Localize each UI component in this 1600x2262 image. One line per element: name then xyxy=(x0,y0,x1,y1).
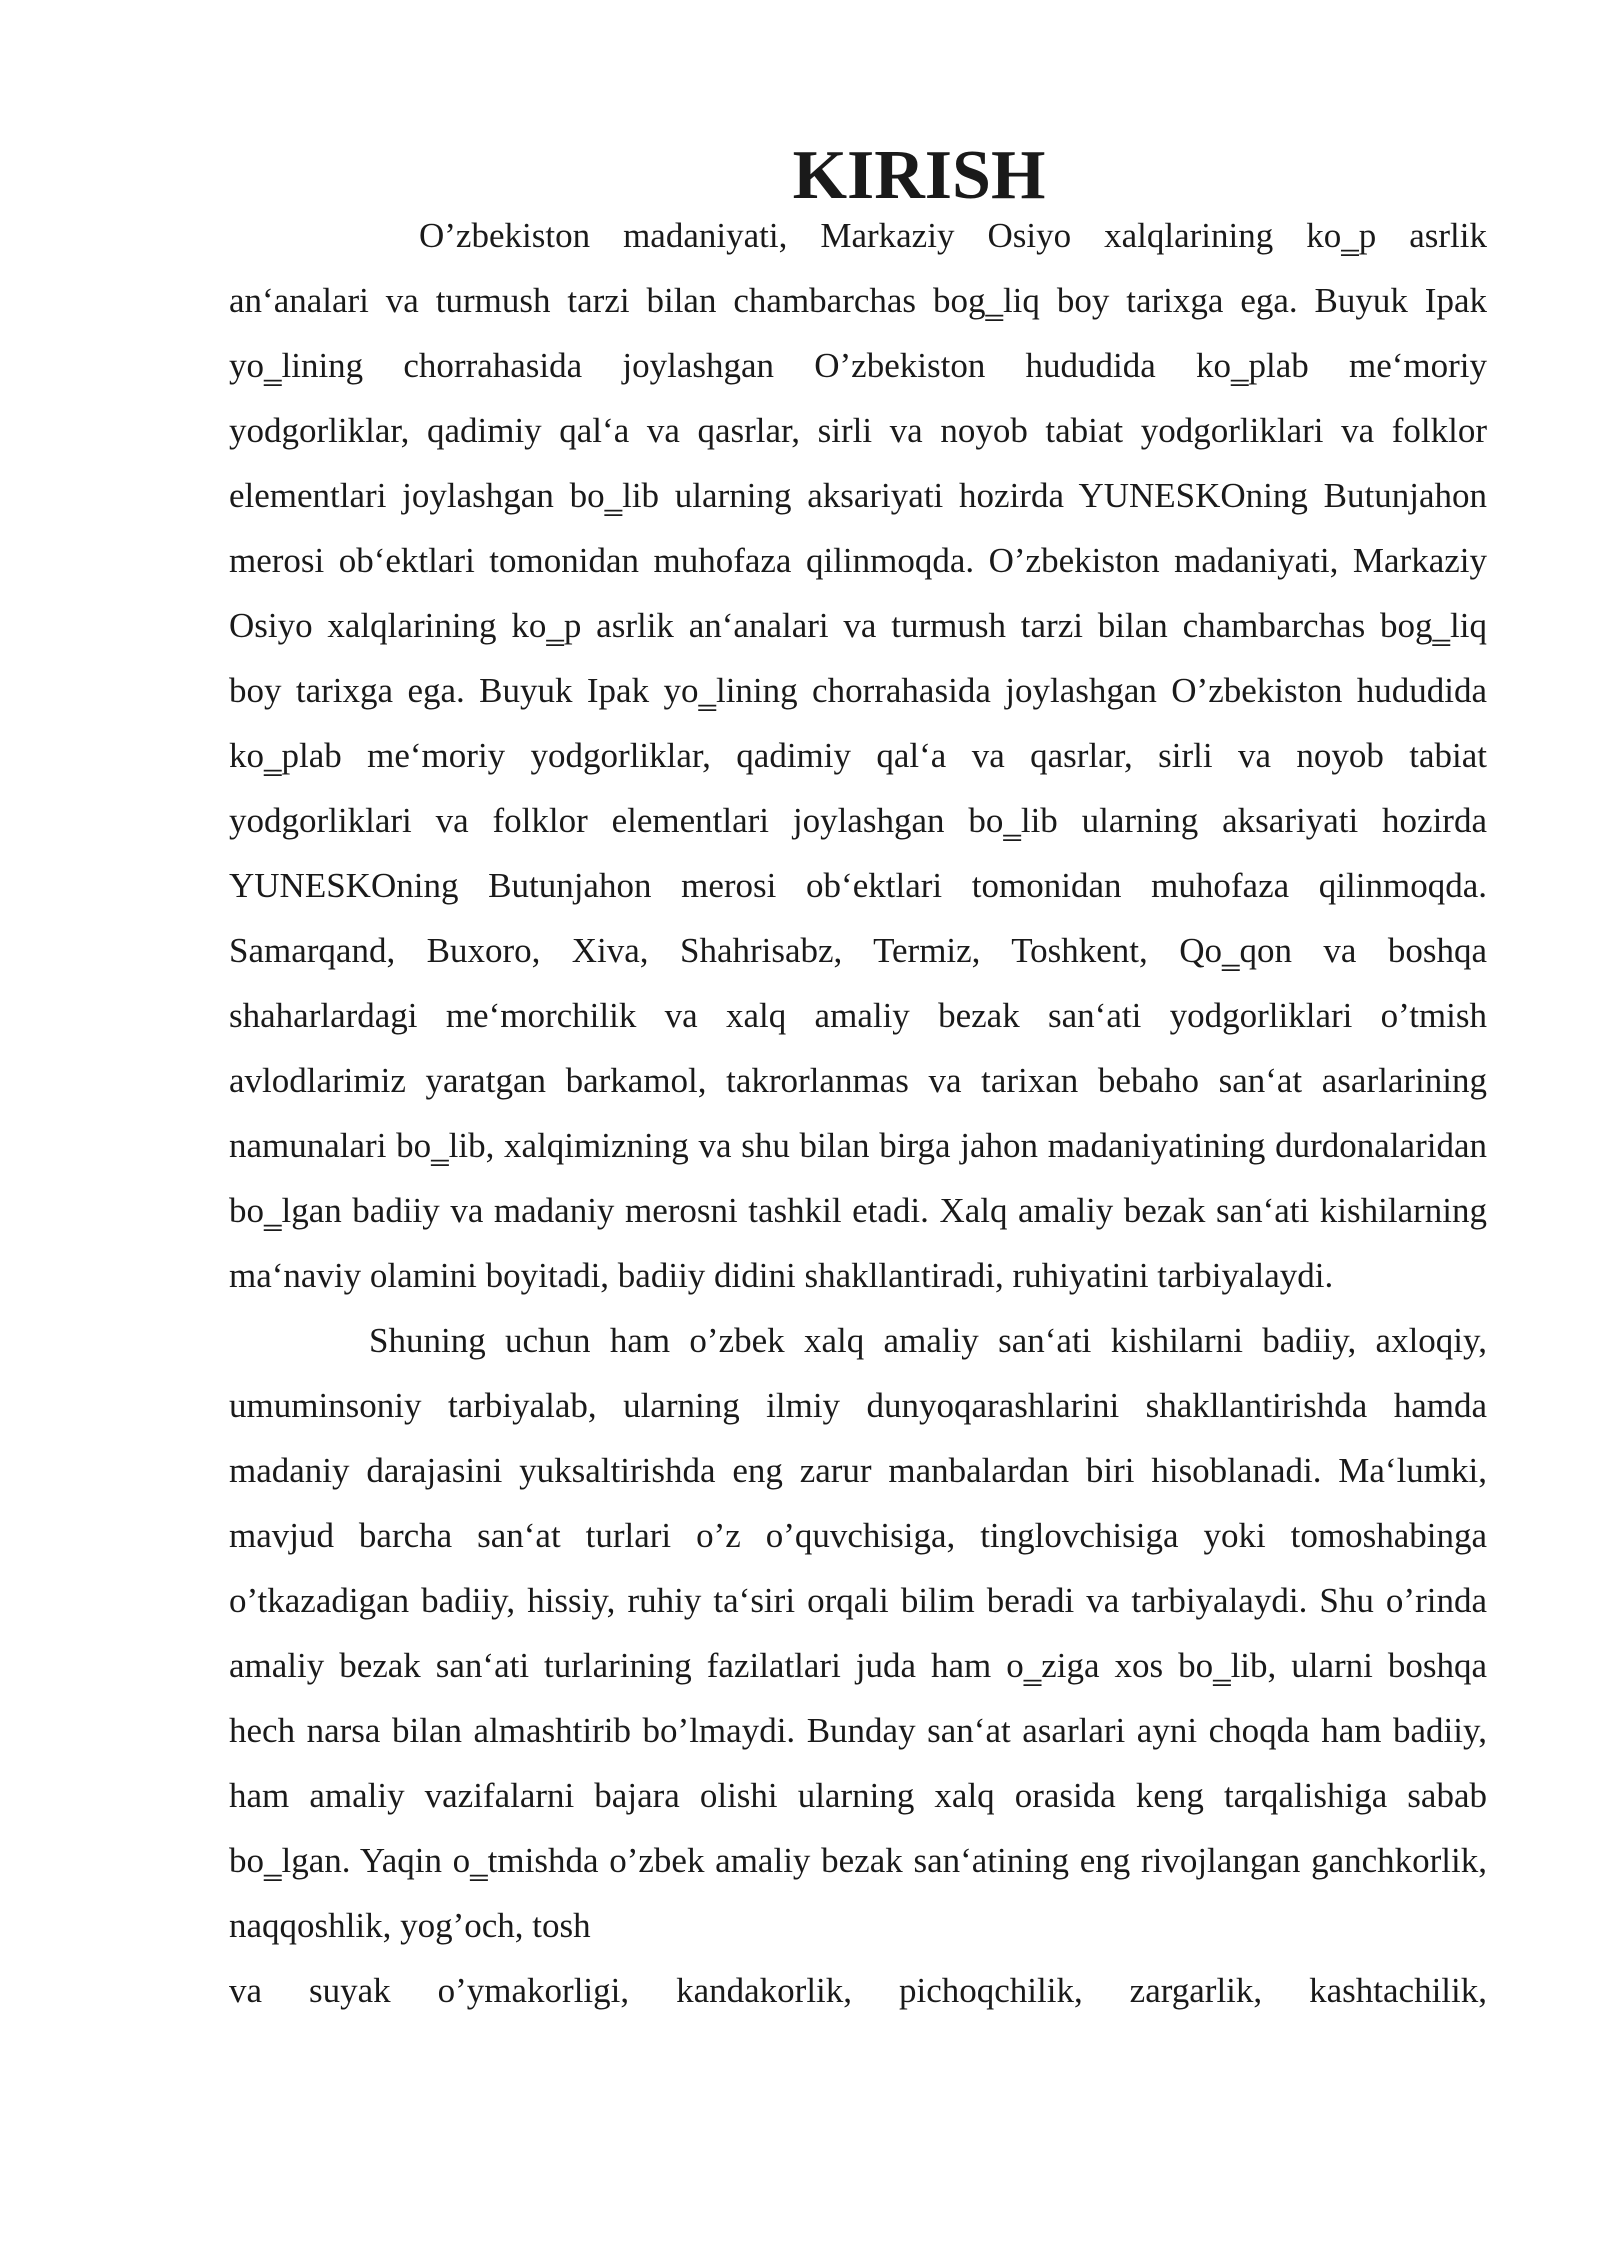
paragraph-intro: O’zbekiston madaniyati, Markaziy Osiyo xalqlarining ko‗p asrlik an‘analari va turmush tarzi bilan chambarchas bog‗liq boy tarixga ega. Buyuk Ipak yo‗lining chorrahasida joylashgan O’zbekiston hududida ko‗plab me‘moriy yodgorliklar, qadimiy qal‘a va qasrlar, sirli va noyob tabiat yodgorliklari va folklor elementlari joylashgan bo‗lib ularning aksariyati hozirda YUNESKOning Butunjahon merosi ob‘ektlari tomonidan muhofaza qilinmoqda. O’zbekiston madaniyati, Markaziy Osiyo xalqlarining ko‗p asrlik an‘analari va turmush tarzi bilan chambarchas bog‗liq boy tarixga ega. Buyuk Ipak yo‗lining chorrahasida joylashgan O’zbekiston hududida ko‗plab me‘moriy yodgorliklar, qadimiy qal‘a va qasrlar, sirli va noyob tabiat yodgorliklari va folklor elementlari joylashgan bo‗lib ularning aksariyati hozirda YUNESKOning Butunjahon merosi ob‘ektlari tomonidan muhofaza qilinmoqda. Samarqand, Buxoro, Xiva, Shahrisabz, Termiz, Toshkent, Qo‗qon va boshqa shaharlardagi me‘morchilik va xalq amaliy bezak san‘ati yodgorliklari o’tmish avlodlarimiz yaratgan barkamol, takrorlanmas va tarixan bebaho san‘at asarlarining namunalari bo‗lib, xalqimizning va shu bilan birga jahon madaniyatining durdonalaridan bo‗lgan badiiy va madaniy merosni tashkil etadi. Xalq amaliy bezak san‘ati kishilarning ma‘naviy olamini boyitadi, badiiy didini shakllantiradi, ruhiyatini tarbiyalaydi. xyxy=(229,216,1487,1295)
document-body xyxy=(229,137,1487,2023)
paragraph-second: Shuning uchun ham o’zbek xalq amaliy san‘ati kishilarni badiiy, axloqiy, umuminsoniy tarbiyalab, ularning ilmiy dunyoqarashlarini shakllantirishda hamda madaniy darajasini yuksaltirishda eng zarur manbalardan biri hisoblanadi. Ma‘lumki, mavjud barcha san‘at turlari o’z o’quvchisiga, tinglovchisiga yoki tomoshabinga o’tkazadigan badiiy, hissiy, ruhiy ta‘siri orqali bilim beradi va tarbiyalaydi. Shu o’rinda amaliy bezak san‘ati turlarining fazilatlari juda ham o‗ziga xos bo‗lib, ularni boshqa hech narsa bilan almashtirib bo’lmaydi. Bunday san‘at asarlari ayni choqda ham badiiy, ham amaliy vazifalarni bajara olishi ularning xalq orasida keng tarqalishiga sabab bo‗lgan. Yaqin o‗tmishda o’zbek amaliy bezak san‘atining eng rivojlangan ganchkorlik, naqqoshlik, yog’och, tosh xyxy=(229,1321,1487,1945)
paragraph-continuation: va suyak o’ymakorligi, kandakorlik, pichoqchilik, zargarlik, kashtachilik, xyxy=(229,1971,1487,2010)
document-title: KIRISH xyxy=(792,137,1046,214)
